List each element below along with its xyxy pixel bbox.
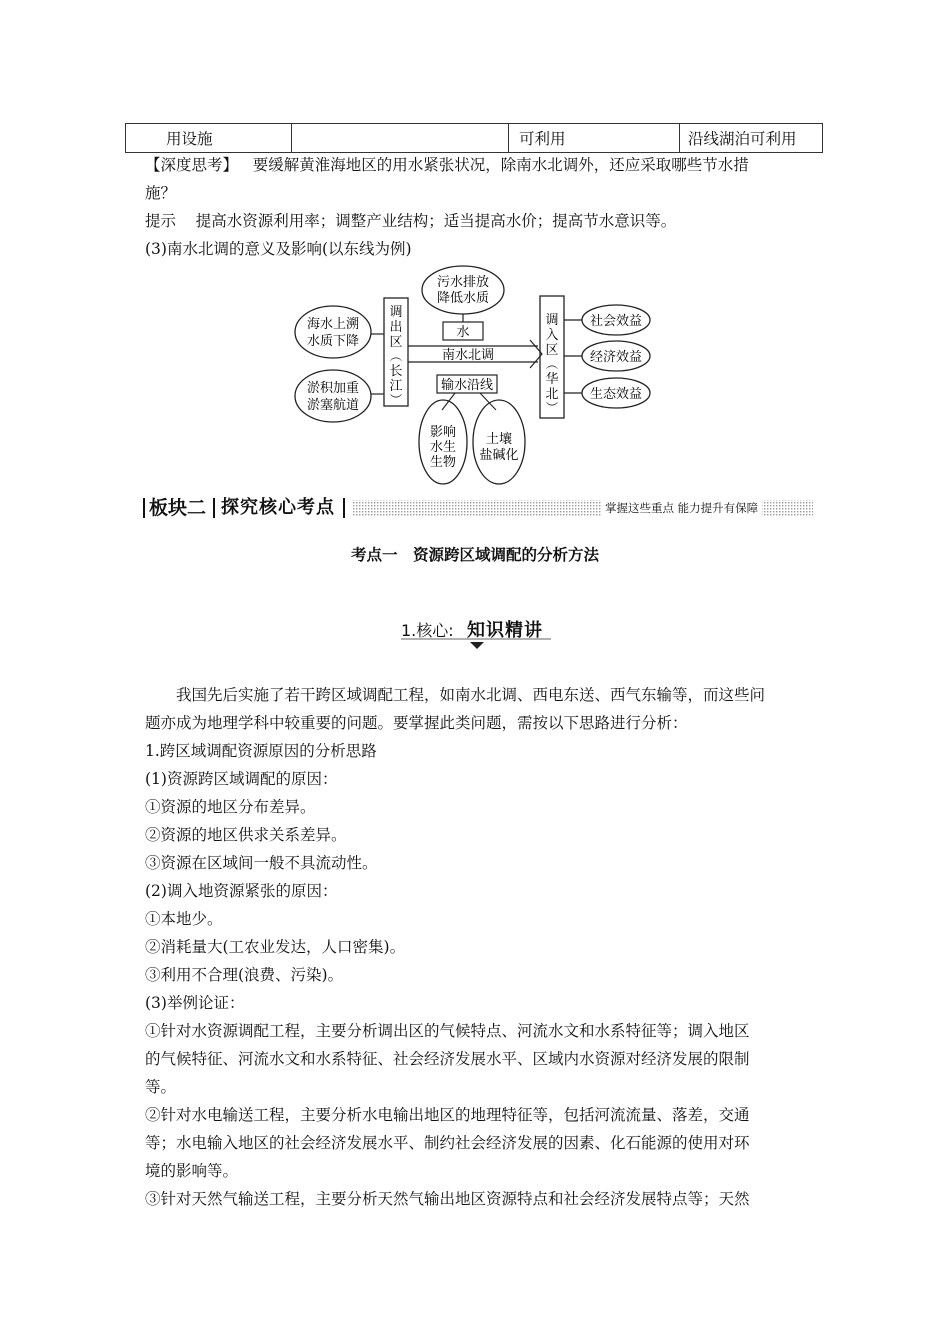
benefit-social: 社会效益 [589, 314, 643, 329]
hint-text: 提高水资源利用率；调整产业结构；适当提高水价；提高节水意识等。 [195, 212, 677, 230]
body-line: (1)资源跨区域调配的原因： [145, 770, 338, 788]
pollution-text-2: 降低水质 [436, 291, 490, 306]
intro-line: 我国先后实施了若干跨区域调配工程，如南水北调、西电东送、西气东输等，而这些问 [176, 686, 766, 704]
body-line: (3)举例论证： [145, 994, 245, 1012]
body-line: ②资源的地区供求关系差异。 [145, 826, 347, 844]
table-cell: 可利用 [509, 124, 680, 153]
bio-text: 水生 [429, 440, 457, 455]
in-region-char: ︵ [545, 357, 559, 371]
benefit-ecological: 生态效益 [589, 387, 643, 402]
pollution-ellipse [422, 266, 504, 314]
knowledge-prefix: 1.核心: [401, 621, 454, 640]
in-region-char: 调 [545, 313, 559, 328]
table-cell: 用设施 [126, 124, 292, 153]
table-row [126, 124, 823, 153]
in-region-char: 区 [545, 343, 559, 358]
body-line: ③资源在区域间一般不具流动性。 [145, 854, 378, 872]
body-line: 等；水电输入地区的社会经济发展水平、制约社会经济发展的因素、化石能源的使用对环 [145, 1134, 750, 1152]
body-line: ③利用不合理(浪费、污染)。 [145, 966, 344, 984]
body-line: ②消耗量大(工农业发达，人口密集)。 [145, 938, 406, 956]
soil-text: 土壤 [485, 432, 513, 447]
south-north-water-diagram [280, 262, 680, 488]
body-line: 1.跨区域调配资源原因的分析思路 [145, 742, 377, 760]
along-label: 输水沿线 [440, 378, 494, 393]
knowledge-header [401, 614, 551, 650]
deep-think-question-cont: 施？ [145, 184, 177, 202]
out-region-char: 区 [389, 335, 403, 350]
table-cell [292, 124, 509, 153]
out-region-char: 调 [389, 305, 403, 320]
in-region-char: ︶ [545, 401, 559, 415]
body-line: ①针对水资源调配工程，主要分析调出区的气候特点、河流水文和水系特征等；调入地区 [145, 1022, 750, 1040]
body-line: 的气候特征、河流水文和水系特征、社会经济发展水平、区域内水资源对经济发展的限制 [145, 1050, 750, 1068]
intro-line: 题亦成为地理学科中较重要的问题。要掌握此类问题，需按以下思路进行分析： [145, 714, 688, 732]
body-line: ①资源的地区分布差异。 [145, 798, 316, 816]
body-line: 境的影响等。 [145, 1162, 239, 1180]
left-bottom-text-1: 淤积加重 [306, 381, 360, 396]
left-top-ellipse [295, 306, 371, 358]
body-line: ①本地少。 [145, 910, 223, 928]
left-top-text-1: 海水上溯 [306, 317, 360, 332]
left-bottom-text-2: 淤塞航道 [306, 398, 360, 413]
deep-think-block [145, 151, 815, 263]
banner-left-label: 板块二 [149, 497, 207, 519]
out-region-char: ︵ [389, 349, 403, 363]
comparison-table-fragment [125, 123, 823, 153]
pollution-text-1: 污水排放 [436, 275, 490, 290]
section-3-title: (3)南水北调的意义及影响(以东线为例) [145, 240, 412, 258]
body-line: ③针对天然气输送工程，主要分析天然气输出地区资源特点和社会经济发展特点等；天然 [145, 1190, 750, 1208]
section-banner [143, 496, 813, 520]
down-triangle-icon [470, 642, 484, 649]
hint-label: 提示 [145, 212, 177, 230]
out-region-char: 长 [389, 364, 403, 379]
left-top-text-2: 水质下降 [306, 334, 360, 349]
out-region-char: ︶ [389, 393, 403, 407]
out-region-char: 江 [389, 379, 403, 394]
table-cell: 沿线湖泊可利用 [680, 124, 823, 153]
section-title: 考点一 资源跨区域调配的分析方法 [350, 546, 599, 564]
left-bottom-ellipse [295, 370, 371, 422]
knowledge-underline [401, 636, 551, 650]
body-line: 等。 [145, 1078, 177, 1096]
knowledge-emphasis: 知识精讲 [467, 620, 543, 641]
in-region-char: 入 [545, 328, 559, 343]
body-line: (2)调入地资源紧张的原因： [145, 882, 338, 900]
bio-text: 生物 [429, 455, 457, 470]
bio-text: 影响 [429, 425, 457, 440]
arrow-label: 南水北调 [441, 348, 495, 363]
body-line: ②针对水电输送工程，主要分析水电输出地区的地理特征等，包括河流流量、落差，交通 [145, 1106, 750, 1124]
deep-think-label: 【深度思考】 [145, 156, 239, 174]
soil-text: 盐碱化 [479, 448, 519, 463]
benefit-economic: 经济效益 [589, 350, 643, 365]
deep-think-question: 要缓解黄淮海地区的用水紧张状况，除南水北调外，还应采取哪些节水措 [252, 156, 749, 174]
banner-title: 探究核心考点 [221, 497, 335, 518]
body-text [145, 681, 815, 1213]
in-region-char: 华 [545, 372, 559, 387]
banner-slogan: 掌握这些重点 能力提升有保障 [601, 500, 762, 516]
in-region-char: 北 [545, 387, 559, 402]
water-label: 水 [456, 325, 470, 340]
out-region-char: 出 [389, 320, 403, 335]
